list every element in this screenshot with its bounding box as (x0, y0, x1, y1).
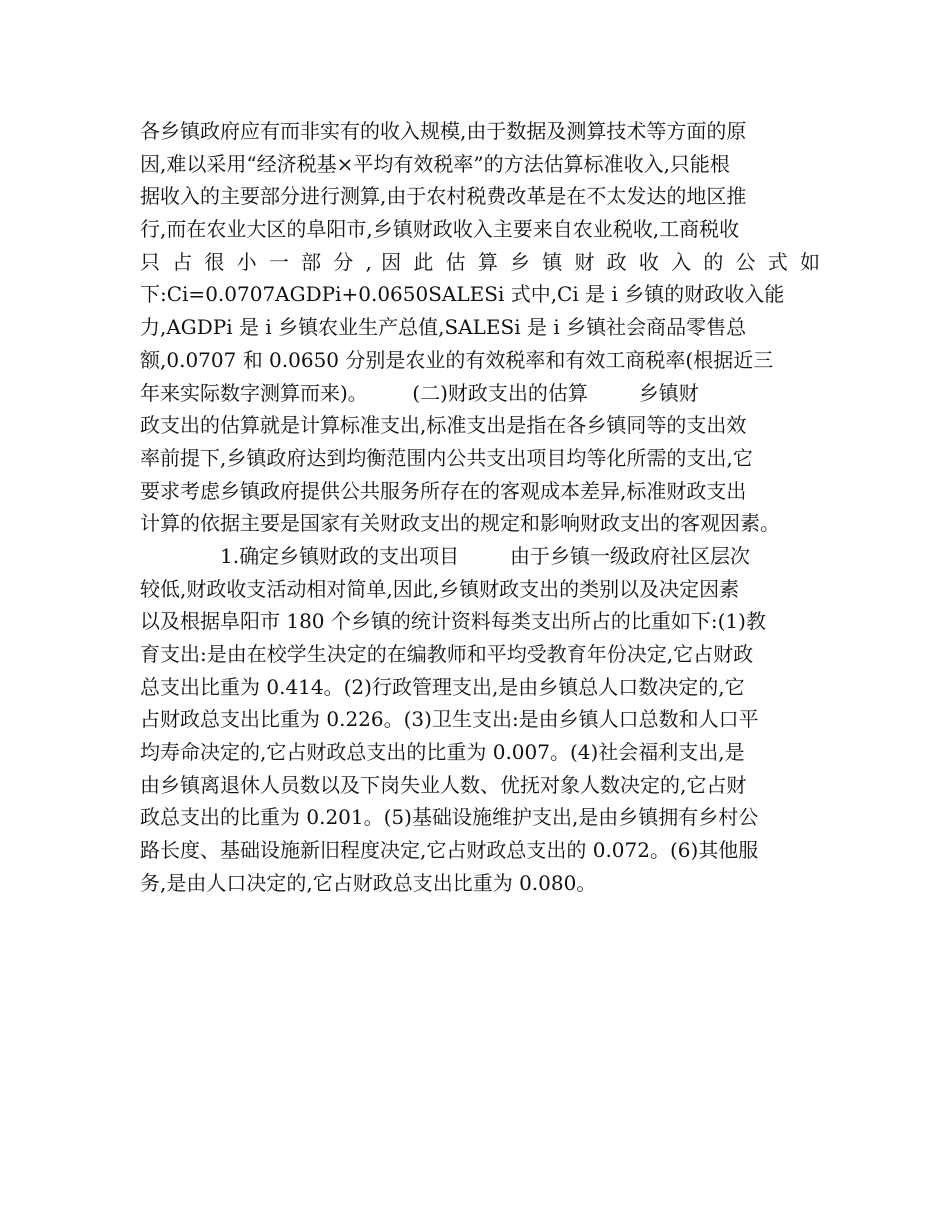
text-line: 各乡镇政府应有而非实有的收入规模,由于数据及测算技术等方面的原 (140, 119, 747, 143)
text-line-section-heading: 1.确定乡镇财政的支出项目 由于乡镇一级政府社区层次 (220, 543, 750, 568)
text-line: 据收入的主要部分进行测算,由于农村税费改革是在不太发达的地区推 (140, 184, 747, 209)
text-line: 要求考虑乡镇政府提供公共服务所存在的客观成本差异,标准财政支出 (140, 478, 747, 503)
text-line: 均寿命决定的,它占财政总支出的比重为 0.007。(4)社会福利支出,是 (140, 740, 745, 765)
text-line: 务,是由人口决定的,它占财政总支出比重为 0.080。 (140, 870, 597, 895)
text-line: 额,0.0707 和 0.0650 分别是农业的有效税率和有效工商税率(根据近三 (140, 347, 774, 372)
text-line: 因,难以采用“经济税基×平均有效税率”的方法估算标准收入,只能根 (140, 151, 730, 176)
text-line: 占财政总支出比重为 0.226。(3)卫生支出:是由乡镇人口总数和人口平 (140, 707, 759, 732)
text-line: 只 占 很 小 一 部 分 , 因 此 估 算 乡 镇 财 政 收 入 的 公 式 如 (140, 249, 820, 274)
text-line: 政支出的估算就是计算标准支出,标准支出是指在各乡镇同等的支出效 (140, 413, 747, 438)
text-line: 以及根据阜阳市 180 个乡镇的统计资料每类支出所占的比重如下:(1)教 (140, 609, 766, 634)
text-line: 总支出比重为 0.414。(2)行政管理支出,是由乡镇总人口数决定的,它 (140, 674, 745, 699)
text-line: 育支出:是由在校学生决定的在编教师和平均受教育年份决定,它占财政 (140, 642, 754, 666)
body-text (140, 115, 820, 900)
text-line: 率前提下,乡镇政府达到均衡范围内公共支出项目均等化所需的支出,它 (140, 445, 753, 470)
text-line: 政总支出的比重为 0.201。(5)基础设施维护支出,是由乡镇拥有乡村公 (140, 805, 759, 830)
text-line: 行,而在农业大区的阜阳市,乡镇财政收入主要来自农业税收,工商税收 (140, 217, 740, 242)
text-line: 下:Ci=0.0707AGDPi+0.0650SALESi 式中,Ci 是 i 乡镇的财政收入能 (140, 282, 785, 307)
text-line: 较低,财政收支活动相对简单,因此,乡镇财政支出的类别以及决定因素 (140, 576, 740, 601)
text-line: 由乡镇离退休人员数以及下岗失业人数、优抚对象人数决定的,它占财 (140, 772, 747, 797)
text-line: 力,AGDPi 是 i 乡镇农业生产总值,SALESi 是 i 乡镇社会商品零售总 (140, 315, 747, 340)
text-line: 计算的依据主要是国家有关财政支出的规定和影响财政支出的客观因素。 (140, 511, 780, 536)
text-line: 年来实际数字测算而来)。 (二)财政支出的估算 乡镇财 (140, 380, 699, 405)
text-line: 路长度、基础设施新旧程度决定,它占财政总支出的 0.072。(6)其他服 (140, 838, 759, 863)
